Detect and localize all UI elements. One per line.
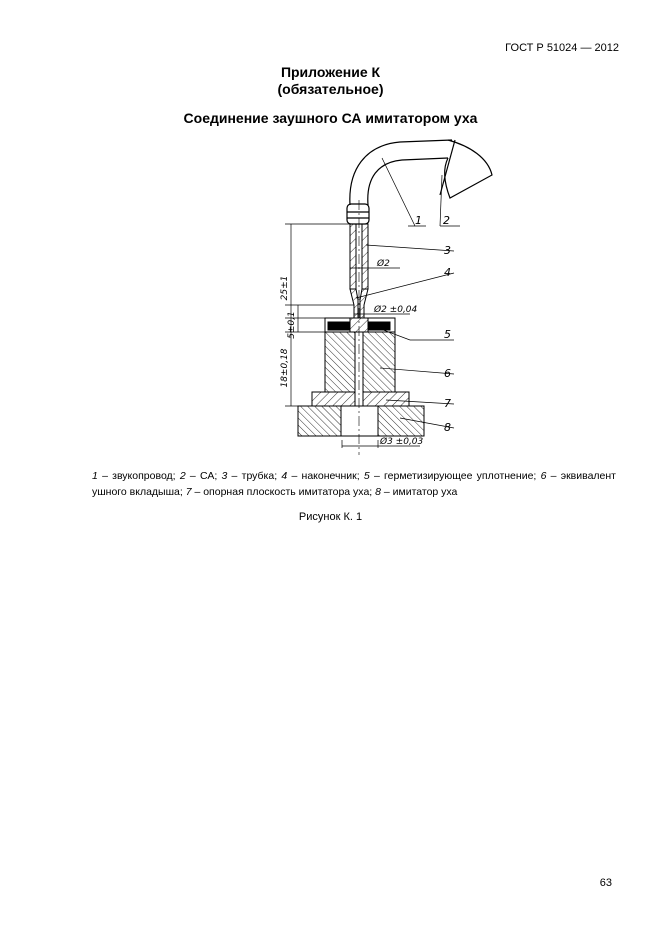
appendix-title: Приложение К <box>280 64 381 80</box>
label-5: 5 <box>444 328 451 341</box>
dim-25: 25±1 <box>280 275 290 301</box>
label-7: 7 <box>444 397 451 410</box>
legend-text: – СА; <box>185 470 222 482</box>
ear-simulator-drawing <box>298 406 424 436</box>
legend-num: 2 <box>179 470 186 482</box>
legend-text: – наконечник; <box>287 470 364 482</box>
legend-num: 6 <box>540 470 547 482</box>
legend-text: – звукопровод; <box>97 470 180 482</box>
legend-text: – эквивалент ушного вкладыша; <box>92 470 616 498</box>
sound-tube-drawing <box>350 140 452 205</box>
dim-18: 18±0,18 <box>280 348 290 388</box>
seal-drawing <box>325 318 395 332</box>
dim-phi3-tol: Ø3 ±0,03 <box>380 437 424 447</box>
figure-legend <box>92 468 616 500</box>
page-number: 63 <box>599 877 612 889</box>
legend-num: 3 <box>221 470 228 482</box>
support-plane-drawing <box>312 392 409 406</box>
standard-header: ГОСТ Р 51024 — 2012 <box>505 42 619 54</box>
legend-num: 4 <box>281 470 288 482</box>
figure-number: Рисунок К. 1 <box>298 511 363 523</box>
tube-connector-drawing <box>347 204 369 224</box>
legend-num: 8 <box>375 486 381 498</box>
legend-num: 7 <box>185 486 192 498</box>
legend-num: 1 <box>92 470 98 482</box>
label-1: 1 <box>415 214 422 227</box>
dim-phi2: Ø2 <box>377 259 390 269</box>
label-8: 8 <box>444 421 451 434</box>
label-3: 3 <box>444 244 451 257</box>
dim-phi2-tol: Ø2 ±0,04 <box>374 305 418 315</box>
legend-text: – герметизирующее уплотнение; <box>369 470 541 482</box>
legend-text: – имитатор уха <box>380 486 458 498</box>
appendix-status: (обязательное) <box>277 81 384 97</box>
legend-text: – опорная плоскость имитатора уха; <box>191 486 376 498</box>
legend-num: 5 <box>363 470 370 482</box>
figure-title: Соединение заушного СА имитатором уха <box>183 110 478 126</box>
legend-text: – трубка; <box>227 470 282 482</box>
label-4: 4 <box>444 266 451 279</box>
label-6: 6 <box>444 367 451 380</box>
hearing-aid-drawing <box>440 140 492 198</box>
label-2: 2 <box>443 214 450 227</box>
dim-5: 5±0,1 <box>287 311 297 339</box>
